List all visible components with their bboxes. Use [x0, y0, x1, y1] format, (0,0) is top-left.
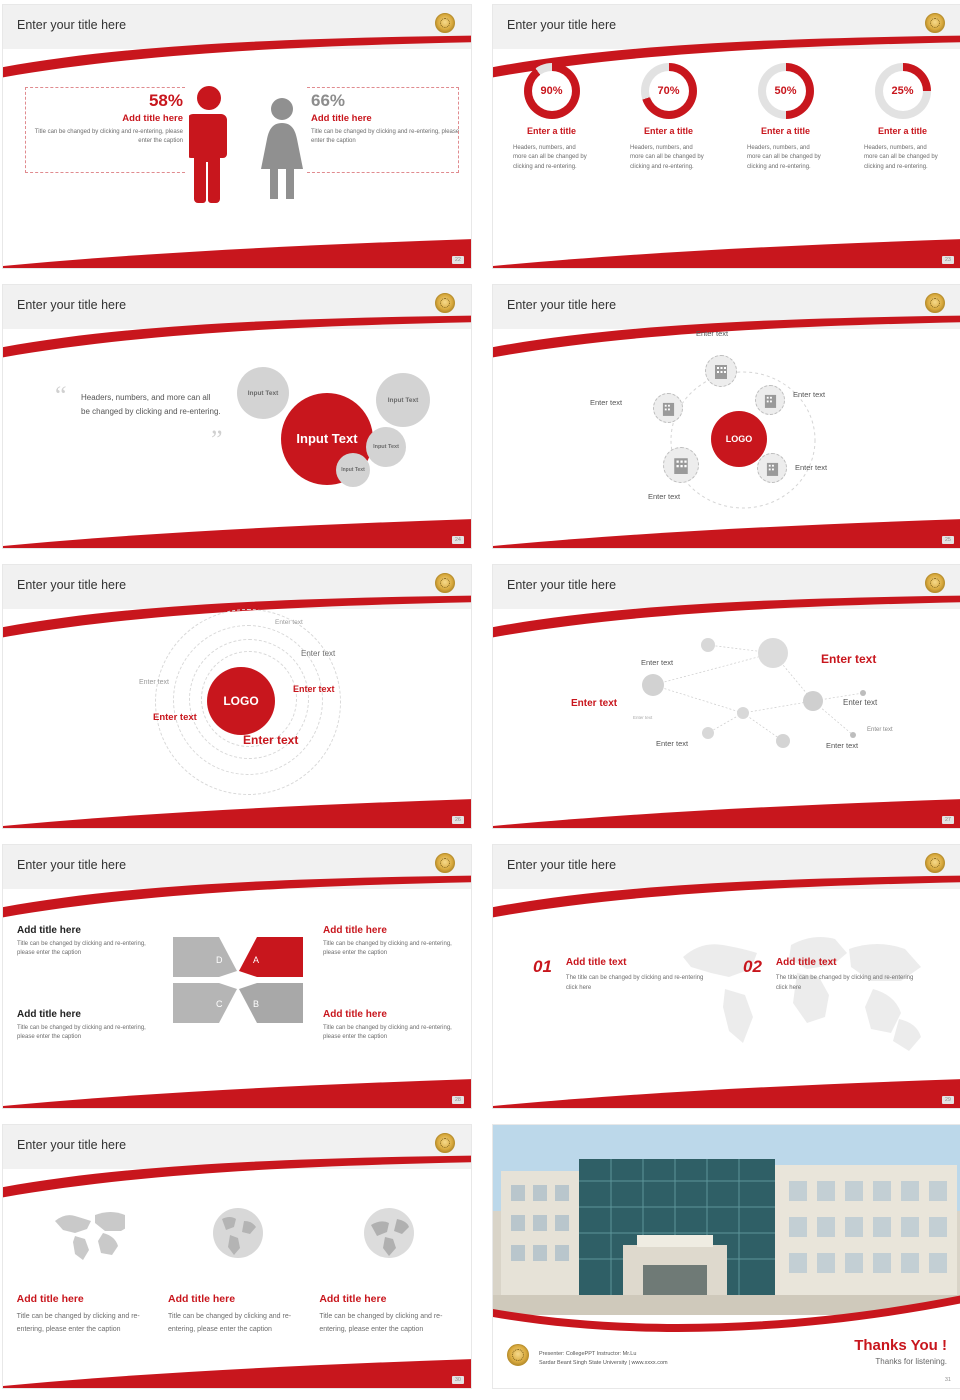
slide-three-globes[interactable] — [2, 1124, 472, 1389]
node-building-icon-bottom-left — [663, 447, 699, 483]
network-label-bottom: Enter text — [656, 739, 689, 748]
network-label-left: Enter text — [571, 698, 618, 709]
ring-label-4: Enter text — [293, 684, 335, 694]
slide-scatter-network[interactable] — [492, 564, 960, 829]
item-text-2: The title can be changed by clicking and re-entering click here — [775, 975, 914, 992]
quote-close-icon: ” — [211, 425, 223, 454]
ring-label-3: Enter text — [139, 679, 169, 686]
slide-numbered-items-map[interactable] — [492, 844, 960, 1109]
slide-thank-you[interactable] — [492, 1124, 960, 1389]
item-number-1: 01 — [533, 957, 552, 976]
footer-swoosh-decoration — [492, 234, 960, 269]
center-logo — [207, 667, 275, 735]
university-seal-icon — [435, 573, 455, 593]
svg-text:C: C — [216, 999, 223, 1009]
university-seal-icon — [435, 1133, 455, 1153]
item-number-2: 02 — [743, 957, 762, 976]
globe-caption-2 — [168, 1293, 308, 1337]
slide-people-percent[interactable] — [2, 4, 472, 269]
gear-label: Input Text — [247, 389, 279, 397]
globe-item-1 — [17, 1205, 157, 1266]
thanks-subtitle: Thanks for listening. — [875, 1357, 947, 1366]
page-number: 26 — [452, 816, 464, 824]
globe-text-3: Title can be changed by clicking and re-entering, please enter the caption — [319, 1313, 443, 1333]
network-label-upper-left: Enter text — [641, 658, 674, 667]
left-caption: Title can be changed by clicking and re-entering, please enter the caption — [34, 129, 183, 144]
world-map-icon-3 — [351, 1205, 427, 1261]
svg-text:B: B — [253, 999, 260, 1009]
donut-chart-25 — [875, 63, 931, 119]
male-figure-icon — [189, 85, 229, 203]
node-building-icon-right — [755, 385, 785, 415]
node-label-bottom-right: Enter text — [795, 463, 828, 472]
world-map-icon-2 — [200, 1205, 276, 1261]
slide-title: Enter your title here — [507, 578, 617, 592]
node-building-icon-left — [653, 393, 683, 423]
donut-label: Enter a title — [877, 126, 927, 136]
block-text-1: Title can be changed by clicking and re-entering, please enter the caption — [17, 941, 146, 956]
university-seal-icon — [435, 853, 455, 873]
university-line: Sardar Beant Singh State University | www.xxxx.com — [539, 1360, 668, 1367]
donut-value: 70% — [649, 71, 689, 111]
block-text-4: Title can be changed by clicking and re-entering, please enter the caption — [323, 1025, 452, 1040]
page-number: 23 — [942, 256, 954, 264]
quote-open-icon: “ — [55, 381, 67, 410]
globe-item-3 — [319, 1205, 459, 1266]
female-figure-icon — [259, 97, 305, 203]
page-number: 25 — [942, 536, 954, 544]
slide-title: Enter your title here — [17, 858, 127, 872]
ring-label-1: Enter text — [275, 619, 303, 626]
center-logo-label: LOGO — [725, 434, 753, 444]
gear-label: Input Text — [373, 444, 399, 450]
campus-building-photo — [493, 1125, 960, 1315]
item-title-2: Add title text — [775, 957, 837, 968]
globe-title-2: Add title here — [167, 1293, 236, 1305]
right-caption: Title can be changed by clicking and re-entering, please enter the caption — [311, 129, 460, 144]
thanks-block — [854, 1337, 947, 1366]
network-label-tiny: Enter text — [633, 715, 653, 720]
globe-caption-3 — [319, 1293, 459, 1337]
presenter-credit — [539, 1350, 668, 1368]
ring-label-5: Enter text — [153, 712, 197, 723]
item-text-1: The title can be changed by clicking and re-entering click here — [565, 975, 704, 992]
quadrant-diagram — [171, 931, 305, 1029]
donut-item — [727, 63, 844, 172]
gear-icon-small-2 — [376, 373, 430, 427]
donut-item — [493, 63, 610, 172]
presenter-line: Presenter: CollegePPT Instructor: Mr.Lu — [539, 1351, 637, 1358]
item-title-1: Add title text — [565, 957, 627, 968]
slide-title: Enter your title here — [17, 578, 127, 592]
slide-gears[interactable] — [2, 284, 472, 549]
network-label-right: Enter text — [843, 698, 878, 707]
donut-value: 50% — [766, 71, 806, 111]
page-number: 24 — [452, 536, 464, 544]
donut-chart-50 — [758, 63, 814, 119]
university-seal-icon — [507, 1344, 529, 1366]
page-number: 31 — [944, 1377, 951, 1383]
donut-chart-70 — [641, 63, 697, 119]
right-subtitle: Add title here — [311, 113, 372, 124]
male-percent-value: 58% — [148, 91, 183, 110]
gear-icon-small-3 — [366, 427, 406, 467]
world-map-icon-1 — [49, 1205, 125, 1261]
slide-title: Enter your title here — [17, 298, 127, 312]
footer-swoosh-decoration — [2, 1074, 472, 1109]
donut-value: 90% — [532, 71, 572, 111]
svg-text:A: A — [253, 955, 260, 965]
left-dashed-frame — [25, 87, 185, 173]
donut-label: Enter a title — [760, 126, 810, 136]
block-title-4: Add title here — [323, 1009, 387, 1020]
left-subtitle: Add title here — [122, 113, 183, 124]
footer-swoosh-decoration — [492, 514, 960, 549]
footer-swoosh-decoration — [2, 794, 472, 829]
quote-text: Headers, numbers, and more can all be changed by clicking and re-entering. — [81, 393, 221, 416]
network-label-top-right: Enter text — [821, 652, 877, 666]
block-title-3: Add title here — [17, 1009, 81, 1020]
donut-text: Headers, numbers, and more can all be changed by clicking and re-entering. — [630, 145, 704, 170]
footer-swoosh-decoration — [492, 1074, 960, 1109]
slide-title: Enter your title here — [507, 858, 617, 872]
page-number: 28 — [452, 1096, 464, 1104]
footer-swoosh-decoration — [492, 794, 960, 829]
donut-text: Headers, numbers, and more can all be changed by clicking and re-entering. — [864, 145, 938, 170]
node-label-right: Enter text — [793, 390, 826, 399]
globe-caption-1 — [17, 1293, 157, 1337]
block-text-3: Title can be changed by clicking and re-entering, please enter the caption — [17, 1025, 146, 1040]
slide-title: Enter your title here — [17, 1138, 127, 1152]
university-seal-icon — [925, 13, 945, 33]
network-label-bottom-right: Enter text — [826, 741, 859, 750]
page-number: 29 — [942, 1096, 954, 1104]
gear-main-label: Input Text — [296, 430, 358, 446]
gear-label: Input Text — [387, 396, 419, 404]
university-seal-icon — [925, 293, 945, 313]
block-text-2: Title can be changed by clicking and re-entering, please enter the caption — [323, 941, 452, 956]
page-number: 30 — [452, 1376, 464, 1384]
donut-item — [610, 63, 727, 172]
donut-item — [844, 63, 960, 172]
globe-text-1: Title can be changed by clicking and re-entering, please enter the caption — [16, 1313, 140, 1333]
node-building-icon-bottom-right — [757, 453, 787, 483]
thanks-title: Thanks You ! — [854, 1337, 947, 1354]
gear-label: Input Text — [341, 467, 365, 473]
page-number: 27 — [942, 816, 954, 824]
footer-swoosh-decoration — [2, 514, 472, 549]
donut-text: Headers, numbers, and more can all be changed by clicking and re-entering. — [513, 145, 587, 170]
slide-title: Enter your title here — [507, 298, 617, 312]
donut-value: 25% — [883, 71, 923, 111]
university-seal-icon — [925, 853, 945, 873]
footer-swoosh-decoration — [2, 1354, 472, 1389]
photo-swoosh-decoration — [493, 1295, 960, 1335]
globe-title-3: Add title here — [319, 1293, 387, 1305]
slide-title: Enter your title here — [17, 18, 127, 32]
gear-icon-small-4 — [336, 453, 370, 487]
university-seal-icon — [925, 573, 945, 593]
svg-text:D: D — [216, 955, 223, 965]
slide-quadrant-matrix[interactable] — [2, 844, 472, 1109]
network-label-far-right: Enter text — [867, 727, 893, 733]
globe-text-2: Title can be changed by clicking and re-entering, please enter the caption — [167, 1313, 292, 1333]
donut-chart-90 — [524, 63, 580, 119]
node-label-bottom-left: Enter text — [648, 492, 681, 501]
node-label-left: Enter text — [590, 398, 623, 407]
donut-text: Headers, numbers, and more can all be changed by clicking and re-entering. — [747, 145, 821, 170]
page-number: 22 — [452, 256, 464, 264]
slide-concentric-rings[interactable] — [2, 564, 472, 829]
block-title-2: Add title here — [323, 925, 387, 936]
university-seal-icon — [435, 13, 455, 33]
slide-title: Enter your title here — [507, 18, 617, 32]
node-building-icon-top — [705, 355, 737, 387]
right-dashed-frame — [307, 87, 459, 173]
header-swoosh-decoration — [2, 315, 472, 375]
globe-title-1: Add title here — [16, 1293, 84, 1305]
globe-item-2 — [168, 1205, 308, 1266]
ring-label-2: Enter text — [301, 649, 336, 658]
center-logo-label: LOGO — [223, 694, 259, 708]
university-seal-icon — [435, 293, 455, 313]
slide-donut-percentages[interactable] — [492, 4, 960, 269]
node-label-top: Enter text — [696, 329, 729, 338]
gear-icon-small-1 — [237, 367, 289, 419]
ring-label-6: Enter text — [243, 733, 299, 747]
footer-swoosh-decoration — [2, 234, 472, 269]
block-title-1: Add title here — [17, 925, 81, 936]
slide-hub-network[interactable] — [492, 284, 960, 549]
female-percent-value: 66% — [311, 91, 346, 110]
network-connector-lines — [613, 623, 933, 783]
donut-label: Enter a title — [526, 126, 576, 136]
donut-label: Enter a title — [643, 126, 693, 136]
